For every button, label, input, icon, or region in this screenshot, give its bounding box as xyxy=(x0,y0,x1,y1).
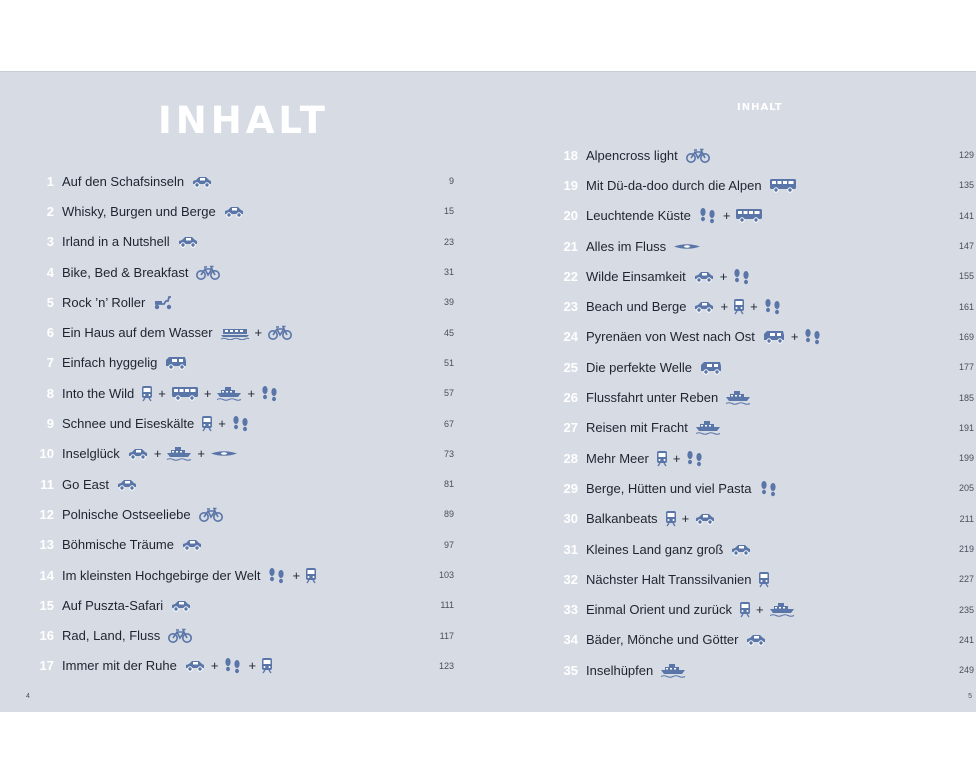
entry-page-number: 227 xyxy=(958,574,974,585)
plus-sign: + xyxy=(203,385,212,401)
entry-page-number: 57 xyxy=(443,388,454,399)
toc-entry xyxy=(554,291,974,321)
toc-entry xyxy=(30,348,454,378)
entry-page-number: 97 xyxy=(443,539,454,550)
car-icon xyxy=(694,512,716,525)
transport-icons xyxy=(267,567,317,584)
entry-page-number: 155 xyxy=(958,271,974,282)
entry-title: Balkanbeats xyxy=(586,511,658,527)
entry-title: Auf Puszta-Safari xyxy=(62,597,164,613)
entry-title: Ein Haus auf dem Wasser xyxy=(62,325,213,341)
bicycle-icon xyxy=(195,265,221,280)
plus-sign: + xyxy=(750,299,758,315)
toc-entry xyxy=(554,473,974,503)
entry-title: Mehr Meer xyxy=(586,450,649,466)
plus-sign: + xyxy=(755,602,764,618)
entry-title: Schnee und Eiseskälte xyxy=(62,416,195,432)
entry-number: 10 xyxy=(39,446,54,462)
running-head: INHALT xyxy=(737,102,783,113)
plus-sign: + xyxy=(218,416,226,432)
toc-entry xyxy=(30,408,454,438)
plus-sign: + xyxy=(210,658,219,674)
entry-number: 25 xyxy=(563,359,578,375)
transport-icons xyxy=(698,207,764,224)
ship-icon xyxy=(166,446,192,461)
car-icon xyxy=(116,478,138,491)
transport-icons xyxy=(198,507,224,522)
entry-title: Inselglück xyxy=(62,446,120,462)
car-icon xyxy=(191,175,213,188)
camper-icon xyxy=(164,355,188,370)
train-icon xyxy=(665,510,677,527)
kayak-icon xyxy=(210,449,238,458)
entry-number: 28 xyxy=(563,450,578,466)
entry-title: Bike, Bed & Breakfast xyxy=(62,264,189,280)
transport-icons xyxy=(759,480,779,497)
transport-icons xyxy=(745,633,767,646)
entry-title: Mit Dü-da-doo durch die Alpen xyxy=(586,177,762,193)
plus-sign: + xyxy=(254,325,263,341)
entry-title: Rad, Land, Fluss xyxy=(62,628,161,644)
entry-number: 20 xyxy=(563,208,578,224)
entry-page-number: 169 xyxy=(958,331,974,342)
entry-page-number: 103 xyxy=(438,570,454,580)
entry-number: 31 xyxy=(563,541,578,557)
bicycle-icon xyxy=(267,325,293,340)
entry-number: 23 xyxy=(563,299,578,315)
plus-sign: + xyxy=(248,658,257,674)
entry-number: 4 xyxy=(46,264,54,280)
entry-number: 1 xyxy=(46,173,54,189)
toc-list-right xyxy=(554,140,974,685)
toc-entry xyxy=(554,625,974,655)
entry-number: 12 xyxy=(39,506,54,522)
car-icon xyxy=(127,447,149,460)
entry-page-number: 123 xyxy=(438,660,454,671)
ship-icon xyxy=(725,390,751,405)
entry-number: 21 xyxy=(563,238,578,254)
entry-page-number: 23 xyxy=(443,236,454,247)
entry-number: 17 xyxy=(39,658,54,674)
train-icon xyxy=(758,571,770,588)
toc-entry xyxy=(554,231,974,261)
transport-icons xyxy=(152,295,174,310)
entry-number: 35 xyxy=(563,662,578,678)
entry-page-number: 135 xyxy=(958,180,974,191)
camper-icon xyxy=(762,329,786,344)
transport-icons xyxy=(191,175,213,188)
car-icon xyxy=(170,599,192,612)
footprints-icon xyxy=(763,298,783,315)
entry-page-number: 211 xyxy=(959,513,974,524)
toc-entry xyxy=(554,534,974,564)
entry-number: 19 xyxy=(563,177,578,193)
toc-entry xyxy=(30,651,454,681)
entry-page-number: 15 xyxy=(443,206,454,217)
car-icon xyxy=(177,235,199,248)
transport-icons xyxy=(164,355,188,370)
car-icon xyxy=(693,270,715,283)
train-icon xyxy=(305,567,317,584)
transport-icons xyxy=(699,360,723,375)
entry-number: 33 xyxy=(563,602,578,618)
transport-icons xyxy=(656,450,706,467)
plus-sign: + xyxy=(247,385,256,401)
toc-entry xyxy=(554,322,974,352)
entry-title: Immer mit der Ruhe xyxy=(62,658,177,674)
page-number-left: 4 xyxy=(26,693,30,700)
train-icon xyxy=(261,657,273,674)
footprints-icon xyxy=(685,450,705,467)
bicycle-icon xyxy=(198,507,224,522)
entry-page-number: 235 xyxy=(958,604,974,615)
entry-page-number: 199 xyxy=(958,453,974,464)
toc-entry xyxy=(30,590,454,620)
entry-title: Alpencross light xyxy=(586,147,678,163)
transport-icons xyxy=(725,390,751,405)
transport-icons xyxy=(739,601,795,618)
entry-number: 15 xyxy=(39,597,54,613)
toc-entry xyxy=(30,227,454,257)
entry-title: Einfach hyggelig xyxy=(62,355,158,371)
transport-icons xyxy=(195,265,221,280)
entry-number: 9 xyxy=(46,416,54,432)
footprints-icon xyxy=(223,657,243,674)
entry-title: Die perfekte Welle xyxy=(586,359,692,375)
right-page xyxy=(488,72,976,712)
toc-entry xyxy=(554,413,974,443)
entry-title: Bäder, Mönche und Götter xyxy=(586,632,739,648)
footprints-icon xyxy=(759,480,779,497)
car-icon xyxy=(693,300,715,313)
transport-icons xyxy=(693,268,753,285)
entry-number: 29 xyxy=(563,480,578,496)
entry-number: 13 xyxy=(39,537,54,553)
entry-page-number: 185 xyxy=(958,392,974,403)
toc-entry xyxy=(554,201,974,231)
bicycle-icon xyxy=(167,628,193,643)
entry-page-number: 117 xyxy=(439,630,454,641)
entry-page-number: 73 xyxy=(443,448,454,459)
transport-icons xyxy=(170,599,192,612)
entry-number: 5 xyxy=(46,294,54,310)
houseboat-icon xyxy=(220,326,250,340)
entry-page-number: 161 xyxy=(958,301,974,312)
entry-page-number: 219 xyxy=(958,544,974,554)
footprints-icon xyxy=(803,328,823,345)
entry-number: 18 xyxy=(563,147,578,163)
entry-page-number: 177 xyxy=(958,362,974,373)
entry-page-number: 39 xyxy=(443,297,454,308)
ship-icon xyxy=(660,663,686,678)
entry-number: 7 xyxy=(46,355,54,371)
entry-title: Auf den Schafsinseln xyxy=(62,173,185,189)
footprints-icon xyxy=(698,207,718,224)
toc-list-left xyxy=(30,166,454,681)
toc-entry xyxy=(554,261,974,291)
entry-page-number: 31 xyxy=(443,267,454,278)
entry-number: 8 xyxy=(46,385,54,401)
plus-sign: + xyxy=(719,268,728,284)
left-page xyxy=(0,72,488,712)
toc-entry xyxy=(30,620,454,650)
train-icon xyxy=(656,450,668,467)
entry-title: Whisky, Burgen und Berge xyxy=(62,203,216,219)
plus-sign: + xyxy=(153,446,162,462)
entry-title: Rock ’n’ Roller xyxy=(62,294,146,310)
entry-title: Polnische Ostseeliebe xyxy=(62,506,191,522)
toc-entry xyxy=(30,499,454,529)
toc-entry xyxy=(30,439,454,469)
train-icon xyxy=(141,385,153,402)
footprints-icon xyxy=(260,385,280,402)
car-icon xyxy=(223,205,245,218)
transport-icons xyxy=(223,205,245,218)
bus-icon xyxy=(171,386,199,401)
entry-page-number: 67 xyxy=(443,418,454,429)
entry-title: Beach und Berge xyxy=(586,299,687,315)
entry-number: 32 xyxy=(563,571,578,587)
toc-entry xyxy=(30,317,454,347)
transport-icons xyxy=(181,538,203,551)
toc-entry xyxy=(30,257,454,287)
entry-title: Einmal Orient und zurück xyxy=(586,602,732,618)
plus-sign: + xyxy=(292,567,301,583)
entry-number: 3 xyxy=(46,234,54,250)
camper-icon xyxy=(699,360,723,375)
ship-icon xyxy=(769,602,795,617)
transport-icons xyxy=(769,178,797,193)
transport-icons xyxy=(141,385,280,402)
entry-title: Go East xyxy=(62,476,109,492)
transport-icons xyxy=(127,446,238,461)
ship-icon xyxy=(216,386,242,401)
entry-page-number: 51 xyxy=(443,357,454,368)
transport-icons xyxy=(665,510,717,527)
toc-entry xyxy=(554,594,974,624)
transport-icons xyxy=(758,571,770,588)
toc-entry xyxy=(30,196,454,226)
toc-entry xyxy=(30,166,454,196)
toc-entry xyxy=(554,564,974,594)
train-icon xyxy=(201,415,213,432)
transport-icons xyxy=(762,328,824,345)
toc-entry xyxy=(554,655,974,685)
transport-icons xyxy=(177,235,199,248)
footprints-icon xyxy=(732,268,752,285)
toc-entry xyxy=(30,469,454,499)
transport-icons xyxy=(693,298,782,315)
scooter-icon xyxy=(152,295,174,310)
transport-icons xyxy=(201,415,251,432)
plus-sign: + xyxy=(681,511,690,527)
page-number-right: 5 xyxy=(968,693,972,700)
entry-page-number: 9 xyxy=(448,176,454,187)
toc-entry xyxy=(554,382,974,412)
entry-page-number: 205 xyxy=(958,483,974,494)
toc-entry xyxy=(554,140,974,170)
car-icon xyxy=(181,538,203,551)
plus-sign: + xyxy=(790,329,799,345)
entry-title: Nächster Halt Transsilvanien xyxy=(586,571,752,587)
entry-number: 22 xyxy=(563,268,578,284)
toc-entry xyxy=(554,443,974,473)
ship-icon xyxy=(695,420,721,435)
entry-page-number: 81 xyxy=(443,479,454,490)
entry-page-number: 249 xyxy=(958,665,974,676)
entry-page-number: 111 xyxy=(440,600,454,611)
entry-title: Inselhüpfen xyxy=(586,662,654,678)
bus-icon xyxy=(769,178,797,193)
entry-title: Böhmische Träume xyxy=(62,537,174,553)
train-icon xyxy=(733,298,745,315)
plus-sign: + xyxy=(672,450,681,466)
car-icon xyxy=(730,543,752,556)
entry-number: 11 xyxy=(40,476,54,492)
entry-page-number: 129 xyxy=(958,150,974,161)
entry-page-number: 45 xyxy=(443,327,454,338)
transport-icons xyxy=(167,628,193,643)
entry-page-number: 191 xyxy=(958,422,974,433)
toc-entry xyxy=(30,530,454,560)
entry-number: 30 xyxy=(563,511,578,527)
toc-entry xyxy=(554,504,974,534)
transport-icons xyxy=(673,242,701,251)
entry-number: 24 xyxy=(563,329,578,345)
plus-sign: + xyxy=(158,385,166,401)
toc-entry xyxy=(554,352,974,382)
car-icon xyxy=(745,633,767,646)
bus-icon xyxy=(735,208,763,223)
transport-icons xyxy=(695,420,721,435)
entry-number: 14 xyxy=(39,567,54,583)
entry-page-number: 141 xyxy=(958,210,974,221)
transport-icons xyxy=(116,478,138,491)
book-spread xyxy=(0,71,976,712)
plus-sign: + xyxy=(197,446,205,462)
entry-title: Wilde Einsamkeit xyxy=(586,268,686,284)
toc-entry xyxy=(30,378,454,408)
toc-entry xyxy=(30,287,454,317)
entry-number: 6 xyxy=(46,325,54,341)
entry-title: Kleines Land ganz groß xyxy=(586,541,724,557)
car-icon xyxy=(184,659,206,672)
entry-title: Pyrenäen von West nach Ost xyxy=(586,329,755,345)
entry-page-number: 89 xyxy=(443,509,454,520)
entry-number: 16 xyxy=(39,628,54,644)
train-icon xyxy=(739,601,751,618)
entry-page-number: 241 xyxy=(958,634,974,645)
entry-number: 34 xyxy=(563,632,578,648)
entry-title: Im kleinsten Hochgebirge der Welt xyxy=(62,567,261,583)
footprints-icon xyxy=(267,567,287,584)
page-title: INHALT xyxy=(158,99,330,142)
footprints-icon xyxy=(231,415,251,432)
plus-sign: + xyxy=(720,299,729,315)
bicycle-icon xyxy=(685,148,711,163)
toc-entry xyxy=(30,560,454,590)
plus-sign: + xyxy=(722,208,731,224)
entry-title: Flussfahrt unter Reben xyxy=(586,390,719,406)
transport-icons xyxy=(220,325,294,340)
entry-number: 26 xyxy=(563,390,578,406)
entry-number: 2 xyxy=(46,203,54,219)
transport-icons xyxy=(660,663,686,678)
entry-title: Irland in a Nutshell xyxy=(62,234,170,250)
entry-title: Reisen mit Fracht xyxy=(586,420,688,436)
transport-icons xyxy=(685,148,711,163)
entry-title: Berge, Hütten und viel Pasta xyxy=(586,480,752,496)
entry-page-number: 147 xyxy=(958,241,974,252)
kayak-icon xyxy=(673,242,701,251)
entry-title: Leuchtende Küste xyxy=(586,208,691,224)
entry-number: 27 xyxy=(563,420,578,436)
toc-entry xyxy=(554,170,974,200)
transport-icons xyxy=(730,543,752,556)
entry-title: Into the Wild xyxy=(62,385,135,401)
entry-title: Alles im Fluss xyxy=(586,238,667,254)
transport-icons xyxy=(184,657,273,674)
